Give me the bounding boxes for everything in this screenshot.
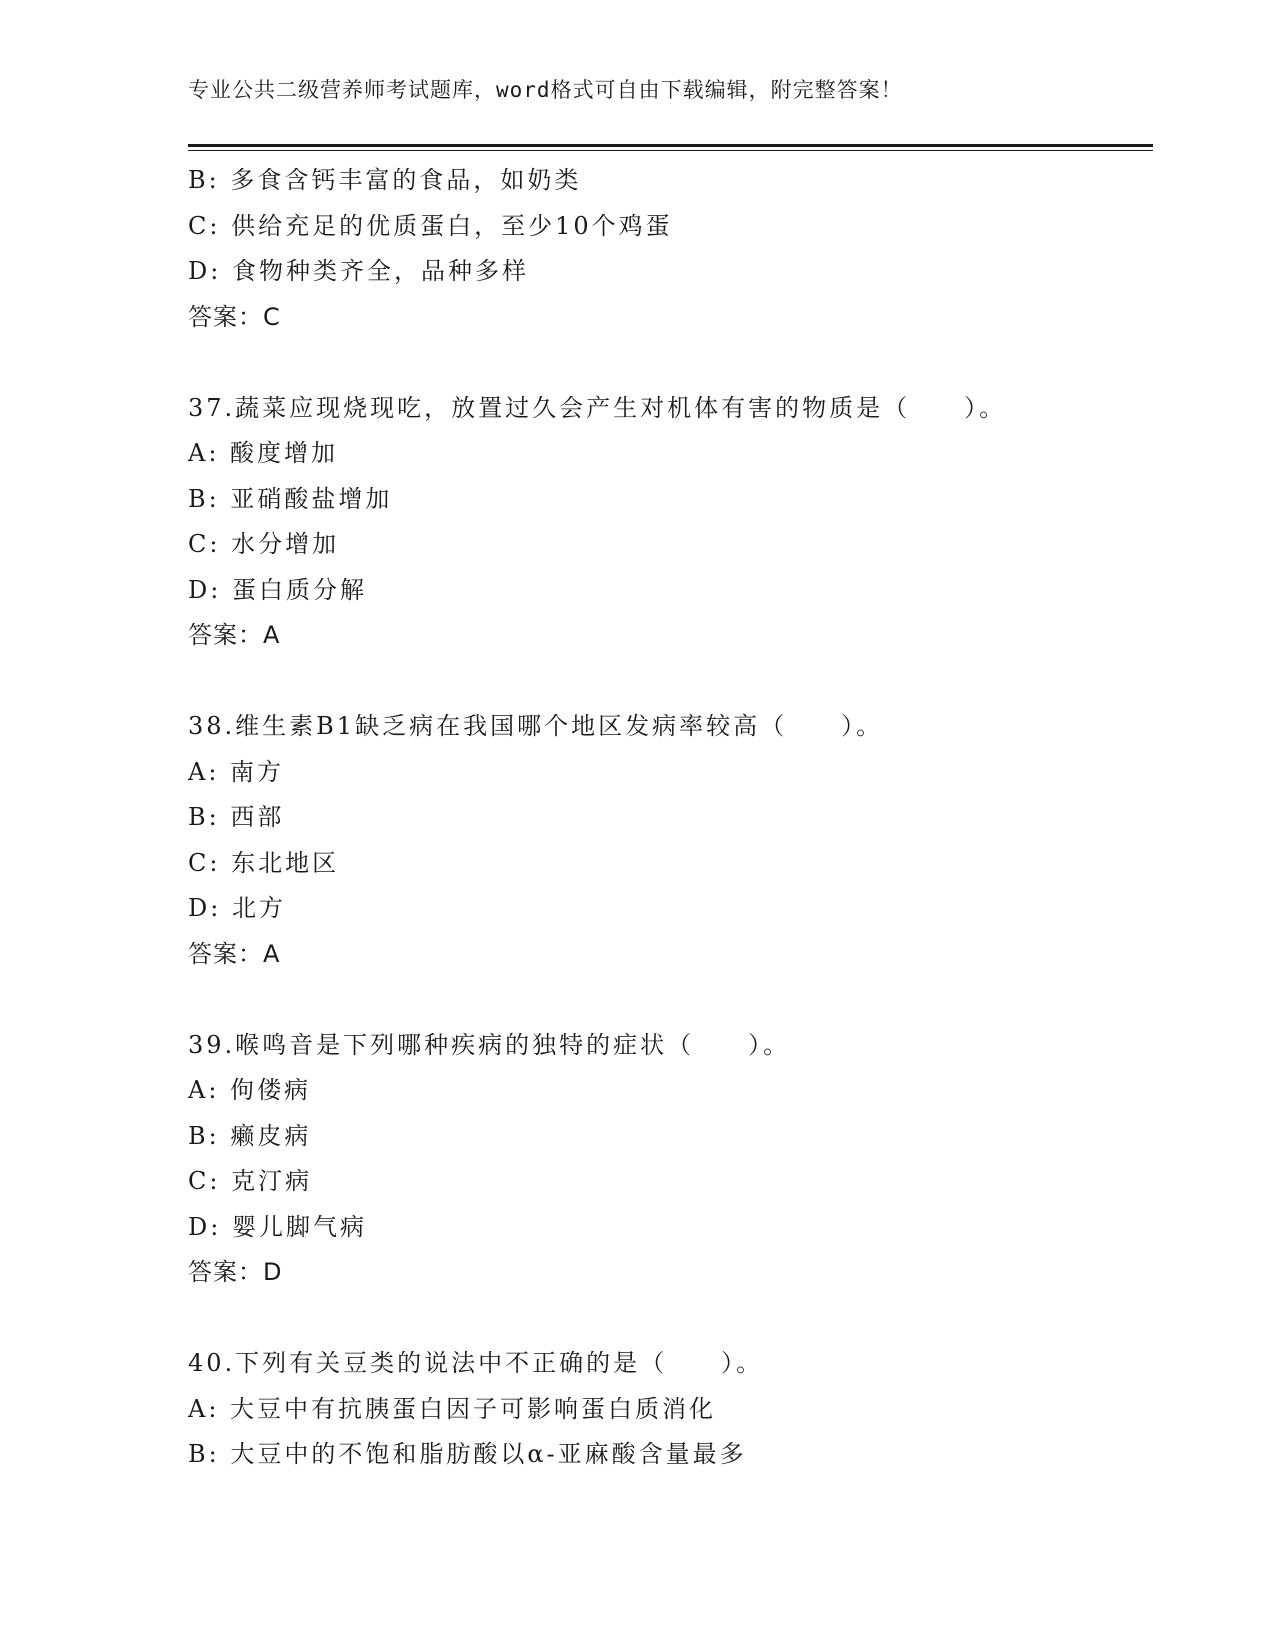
answer-line: 答案：A [188,939,281,968]
question-stem: 38.维生素B1缺乏病在我国哪个地区发病率较高（ ）。 [188,712,884,740]
page-header-title: 专业公共二级营养师考试题库，word格式可自由下载编辑，附完整答案！ [188,78,903,102]
answer-line: 答案：C [188,302,281,331]
option-b: B: 大豆中的不饱和脂肪酸以α-亚麻酸含量最多 [188,1440,747,1468]
header-rule-thin [188,150,1153,151]
option-d: D: 婴儿脚气病 [188,1212,367,1241]
option-a: A: 大豆中有抗胰蛋白因子可影响蛋白质消化 [188,1394,717,1423]
option-b: B: 西部 [188,803,285,831]
answer-line: 答案：A [188,621,281,649]
question-content [188,158,1153,1478]
option-c: C: 水分增加 [188,530,340,558]
question-stem: 40.下列有关豆类的说法中不正确的是（ ）。 [188,1349,764,1377]
option-a: A: 佝偻病 [188,1076,312,1104]
option-c: C: 克汀病 [188,1167,313,1195]
option-c: C: 供给充足的优质蛋白，至少10个鸡蛋 [188,211,673,240]
option-b: B: 癞皮病 [188,1121,312,1150]
option-a: A: 酸度增加 [188,439,339,467]
header-rule-thick [188,144,1153,147]
option-b: B: 亚硝酸盐增加 [188,484,393,513]
question-gap [188,1296,1153,1342]
question-stem: 39.喉鸣音是下列哪种疾病的独特的症状（ ）。 [188,1030,791,1059]
option-d: D: 食物种类齐全，品种多样 [188,257,529,285]
question-gap [188,659,1153,705]
option-a: A: 南方 [188,757,285,786]
option-d: D: 北方 [188,894,286,922]
question-gap [188,340,1153,386]
answer-line: 答案：D [188,1258,283,1286]
question-gap [188,977,1153,1023]
option-d: D: 蛋白质分解 [188,575,367,604]
option-b: B: 多食含钙丰富的食品，如奶类 [188,166,582,194]
question-stem: 37.蔬菜应现烧现吃，放置过久会产生对机体有害的物质是（ ）。 [188,393,1007,422]
option-c: C: 东北地区 [188,848,340,877]
